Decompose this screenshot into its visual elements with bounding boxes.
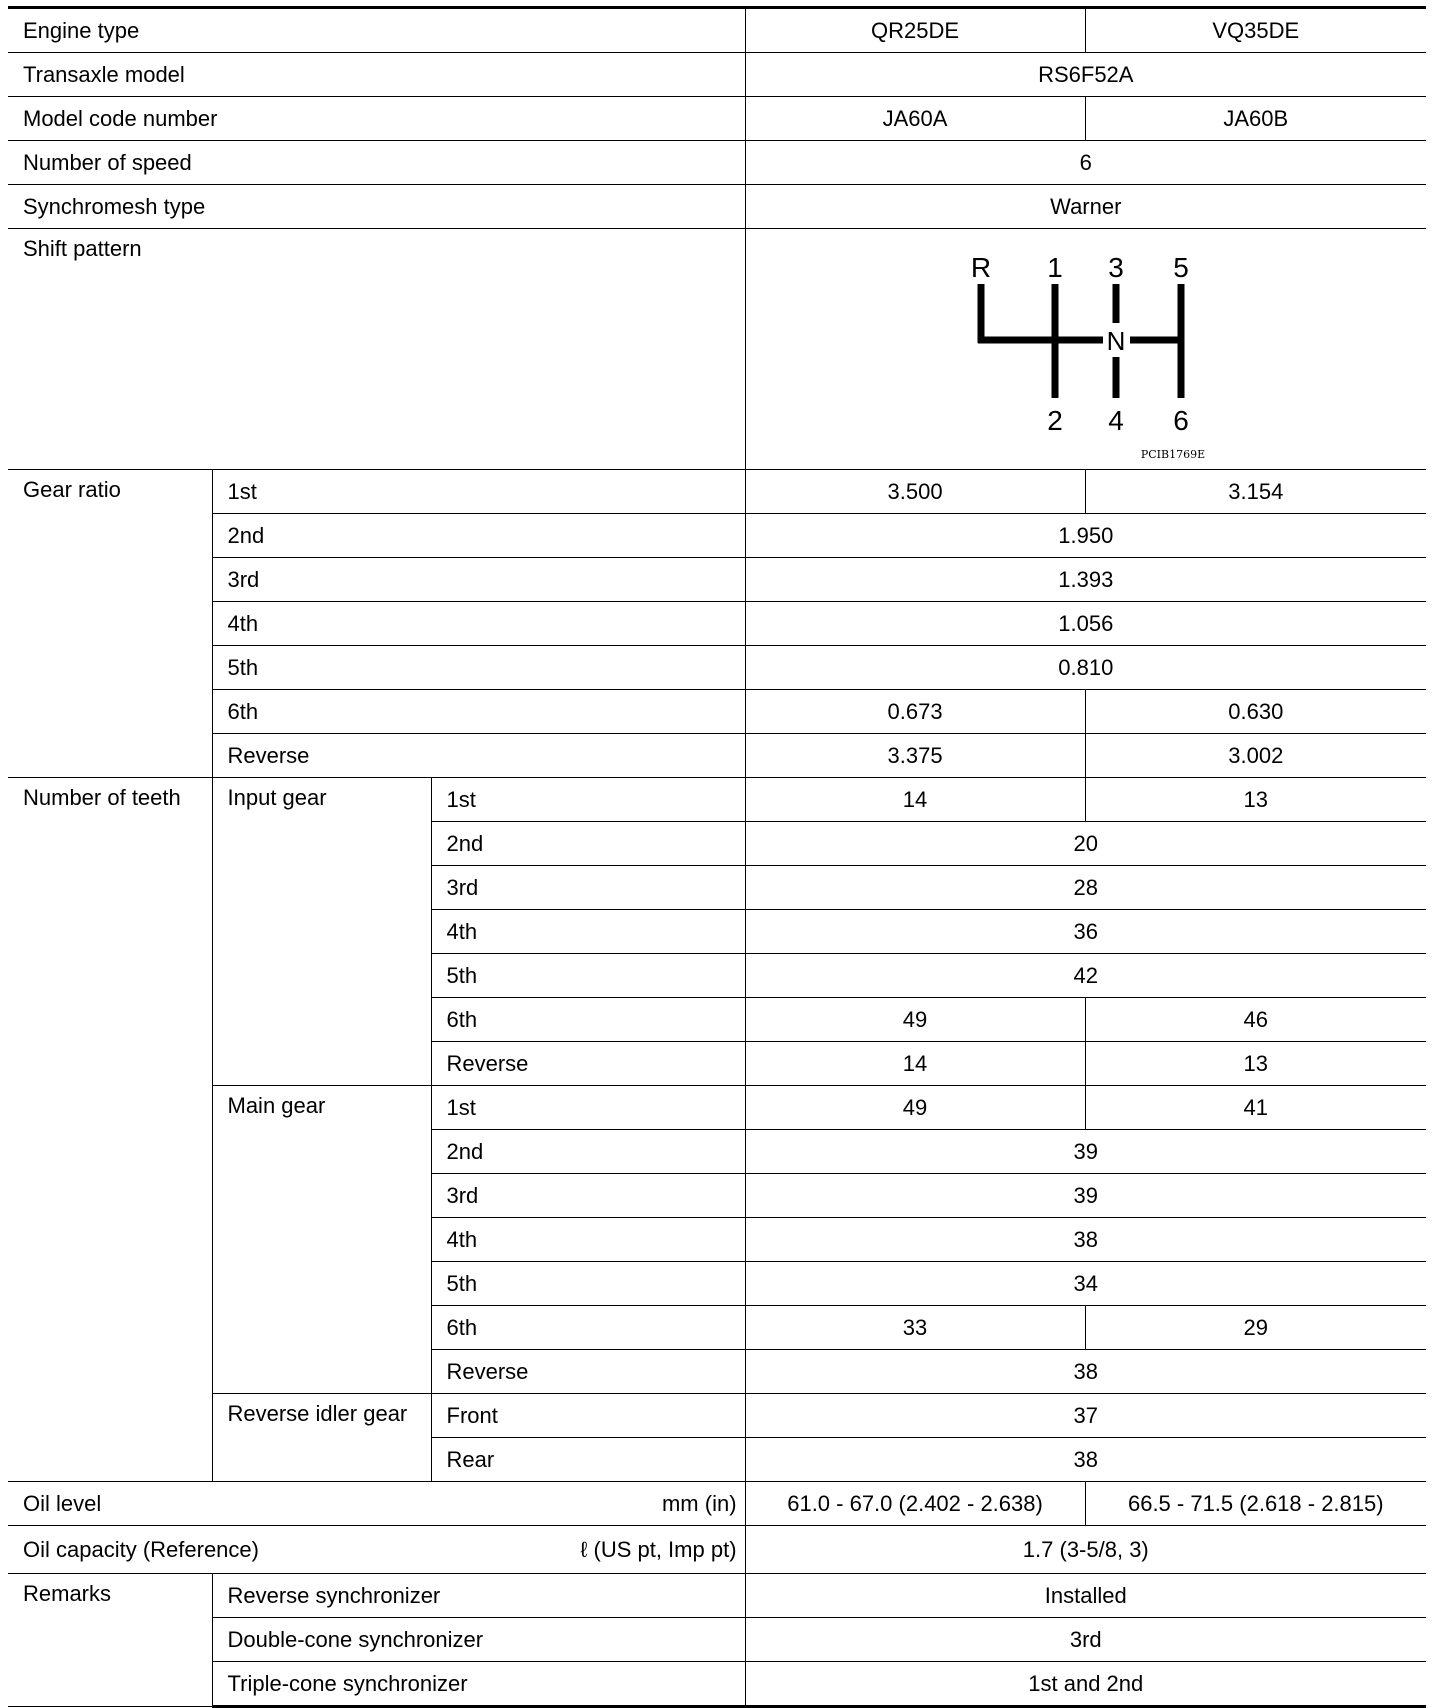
main-gear-label: Main gear [212, 1086, 431, 1394]
shift-label-1: 1 [1047, 252, 1064, 283]
input-gear-reverse-qr: 14 [745, 1042, 1085, 1086]
row-gear-ratio-3rd [8, 558, 1426, 602]
input-gear-1st-label: 1st [431, 778, 745, 822]
shift-pattern-cell [745, 229, 1426, 470]
input-gear-1st-qr: 14 [745, 778, 1085, 822]
gear-ratio-5th-value: 0.810 [745, 646, 1426, 690]
shift-label-3: 3 [1108, 252, 1125, 283]
reverse-idler-rear-label: Rear [431, 1438, 745, 1482]
row-oil-capacity [8, 1526, 1426, 1574]
number-of-teeth-label: Number of teeth [8, 778, 212, 1482]
reverse-idler-front-value: 37 [745, 1394, 1426, 1438]
gear-ratio-reverse-label: Reverse [212, 734, 745, 778]
synchromesh-type-value: Warner [745, 185, 1426, 229]
engine-type-qr25de: QR25DE [745, 8, 1085, 53]
triple-cone-synchronizer-label: Triple-cone synchronizer [212, 1662, 745, 1707]
gear-ratio-reverse-qr: 3.375 [745, 734, 1085, 778]
double-cone-synchronizer-value: 3rd [745, 1618, 1426, 1662]
oil-capacity-value: 1.7 (3-5/8, 3) [745, 1526, 1426, 1574]
main-gear-3rd-label: 3rd [431, 1174, 745, 1218]
row-synchromesh-type [8, 185, 1426, 229]
shift-pattern-diagram [943, 229, 1243, 469]
row-input-gear-1st [8, 778, 1426, 822]
input-gear-3rd-label: 3rd [431, 866, 745, 910]
row-gear-ratio-4th [8, 602, 1426, 646]
triple-cone-synchronizer-value: 1st and 2nd [745, 1662, 1426, 1707]
reverse-idler-rear-value: 38 [745, 1438, 1426, 1482]
oil-level-qr: 61.0 - 67.0 (2.402 - 2.638) [745, 1482, 1085, 1526]
model-code-qr: JA60A [745, 97, 1085, 141]
oil-capacity-label: Oil capacity (Reference) [23, 1536, 259, 1562]
main-gear-6th-vq: 29 [1085, 1306, 1426, 1350]
shift-pattern-label: Shift pattern [8, 229, 745, 470]
row-remarks-double-cone [8, 1618, 1426, 1662]
gear-ratio-1st-label: 1st [212, 470, 745, 514]
input-gear-5th-label: 5th [431, 954, 745, 998]
row-gear-ratio-2nd [8, 514, 1426, 558]
gear-ratio-3rd-label: 3rd [212, 558, 745, 602]
shift-label-4: 4 [1108, 405, 1125, 436]
row-gear-ratio-5th [8, 646, 1426, 690]
main-gear-5th-label: 5th [431, 1262, 745, 1306]
shift-label-r: R [971, 252, 992, 283]
shift-label-5: 5 [1173, 252, 1190, 283]
oil-level-cell [8, 1482, 745, 1526]
input-gear-4th-value: 36 [745, 910, 1426, 954]
oil-level-unit: mm (in) [661, 1490, 737, 1516]
engine-type-vq35de: VQ35DE [1085, 8, 1426, 53]
model-code-label: Model code number [8, 97, 745, 141]
number-of-speed-label: Number of speed [8, 141, 745, 185]
reverse-idler-gear-label: Reverse idler gear [212, 1394, 431, 1482]
main-gear-2nd-value: 39 [745, 1130, 1426, 1174]
input-gear-4th-label: 4th [431, 910, 745, 954]
row-main-gear-1st [8, 1086, 1426, 1130]
double-cone-synchronizer-label: Double-cone synchronizer [212, 1618, 745, 1662]
main-gear-6th-label: 6th [431, 1306, 745, 1350]
input-gear-2nd-label: 2nd [431, 822, 745, 866]
row-remarks-reverse-sync [8, 1574, 1426, 1618]
row-transaxle-model [8, 53, 1426, 97]
main-gear-1st-label: 1st [431, 1086, 745, 1130]
input-gear-2nd-value: 20 [745, 822, 1426, 866]
gear-ratio-6th-label: 6th [212, 690, 745, 734]
oil-capacity-cell [8, 1526, 745, 1574]
main-gear-5th-value: 34 [745, 1262, 1426, 1306]
row-engine-type [8, 8, 1426, 53]
reverse-synchronizer-value: Installed [745, 1574, 1426, 1618]
reverse-synchronizer-label: Reverse synchronizer [212, 1574, 745, 1618]
shift-label-2: 2 [1047, 405, 1064, 436]
oil-level-vq: 66.5 - 71.5 (2.618 - 2.815) [1085, 1482, 1426, 1526]
row-gear-ratio-reverse [8, 734, 1426, 778]
main-gear-reverse-value: 38 [745, 1350, 1426, 1394]
row-oil-level [8, 1482, 1426, 1526]
input-gear-6th-vq: 46 [1085, 998, 1426, 1042]
oil-level-label: Oil level [23, 1490, 102, 1516]
input-gear-reverse-vq: 13 [1085, 1042, 1426, 1086]
gear-ratio-3rd-value: 1.393 [745, 558, 1426, 602]
gear-ratio-6th-qr: 0.673 [745, 690, 1085, 734]
input-gear-reverse-label: Reverse [431, 1042, 745, 1086]
reverse-idler-front-label: Front [431, 1394, 745, 1438]
main-gear-3rd-value: 39 [745, 1174, 1426, 1218]
gear-ratio-1st-qr: 3.500 [745, 470, 1085, 514]
gear-ratio-2nd-value: 1.950 [745, 514, 1426, 558]
main-gear-1st-vq: 41 [1085, 1086, 1426, 1130]
row-number-of-speed [8, 141, 1426, 185]
input-gear-6th-label: 6th [431, 998, 745, 1042]
gear-ratio-5th-label: 5th [212, 646, 745, 690]
main-gear-1st-qr: 49 [745, 1086, 1085, 1130]
shift-gate-lines [978, 284, 1181, 398]
gear-ratio-6th-vq: 0.630 [1085, 690, 1426, 734]
main-gear-4th-value: 38 [745, 1218, 1426, 1262]
specifications-table [8, 6, 1426, 1708]
input-gear-3rd-value: 28 [745, 866, 1426, 910]
input-gear-1st-vq: 13 [1085, 778, 1426, 822]
oil-capacity-unit: ℓ (US pt, Imp pt) [580, 1536, 737, 1562]
engine-type-label: Engine type [8, 8, 745, 53]
row-reverse-idler-front [8, 1394, 1426, 1438]
model-code-vq: JA60B [1085, 97, 1426, 141]
gear-ratio-4th-value: 1.056 [745, 602, 1426, 646]
number-of-speed-value: 6 [745, 141, 1426, 185]
main-gear-4th-label: 4th [431, 1218, 745, 1262]
gear-ratio-label: Gear ratio [8, 470, 212, 778]
main-gear-2nd-label: 2nd [431, 1130, 745, 1174]
gear-ratio-4th-label: 4th [212, 602, 745, 646]
remarks-label: Remarks [8, 1574, 212, 1707]
synchromesh-type-label: Synchromesh type [8, 185, 745, 229]
row-gear-ratio-1st [8, 470, 1426, 514]
row-gear-ratio-6th [8, 690, 1426, 734]
gear-ratio-2nd-label: 2nd [212, 514, 745, 558]
shift-label-6: 6 [1173, 405, 1190, 436]
transaxle-model-label: Transaxle model [8, 53, 745, 97]
shift-label-neutral: N [1106, 326, 1126, 356]
main-gear-reverse-label: Reverse [431, 1350, 745, 1394]
gear-ratio-reverse-vq: 3.002 [1085, 734, 1426, 778]
gear-ratio-1st-vq: 3.154 [1085, 470, 1426, 514]
main-gear-6th-qr: 33 [745, 1306, 1085, 1350]
input-gear-6th-qr: 49 [745, 998, 1085, 1042]
figure-code: PCIB1769E [1141, 448, 1206, 461]
input-gear-5th-value: 42 [745, 954, 1426, 998]
row-shift-pattern [8, 229, 1426, 470]
transaxle-model-value: RS6F52A [745, 53, 1426, 97]
row-model-code [8, 97, 1426, 141]
input-gear-label: Input gear [212, 778, 431, 1086]
